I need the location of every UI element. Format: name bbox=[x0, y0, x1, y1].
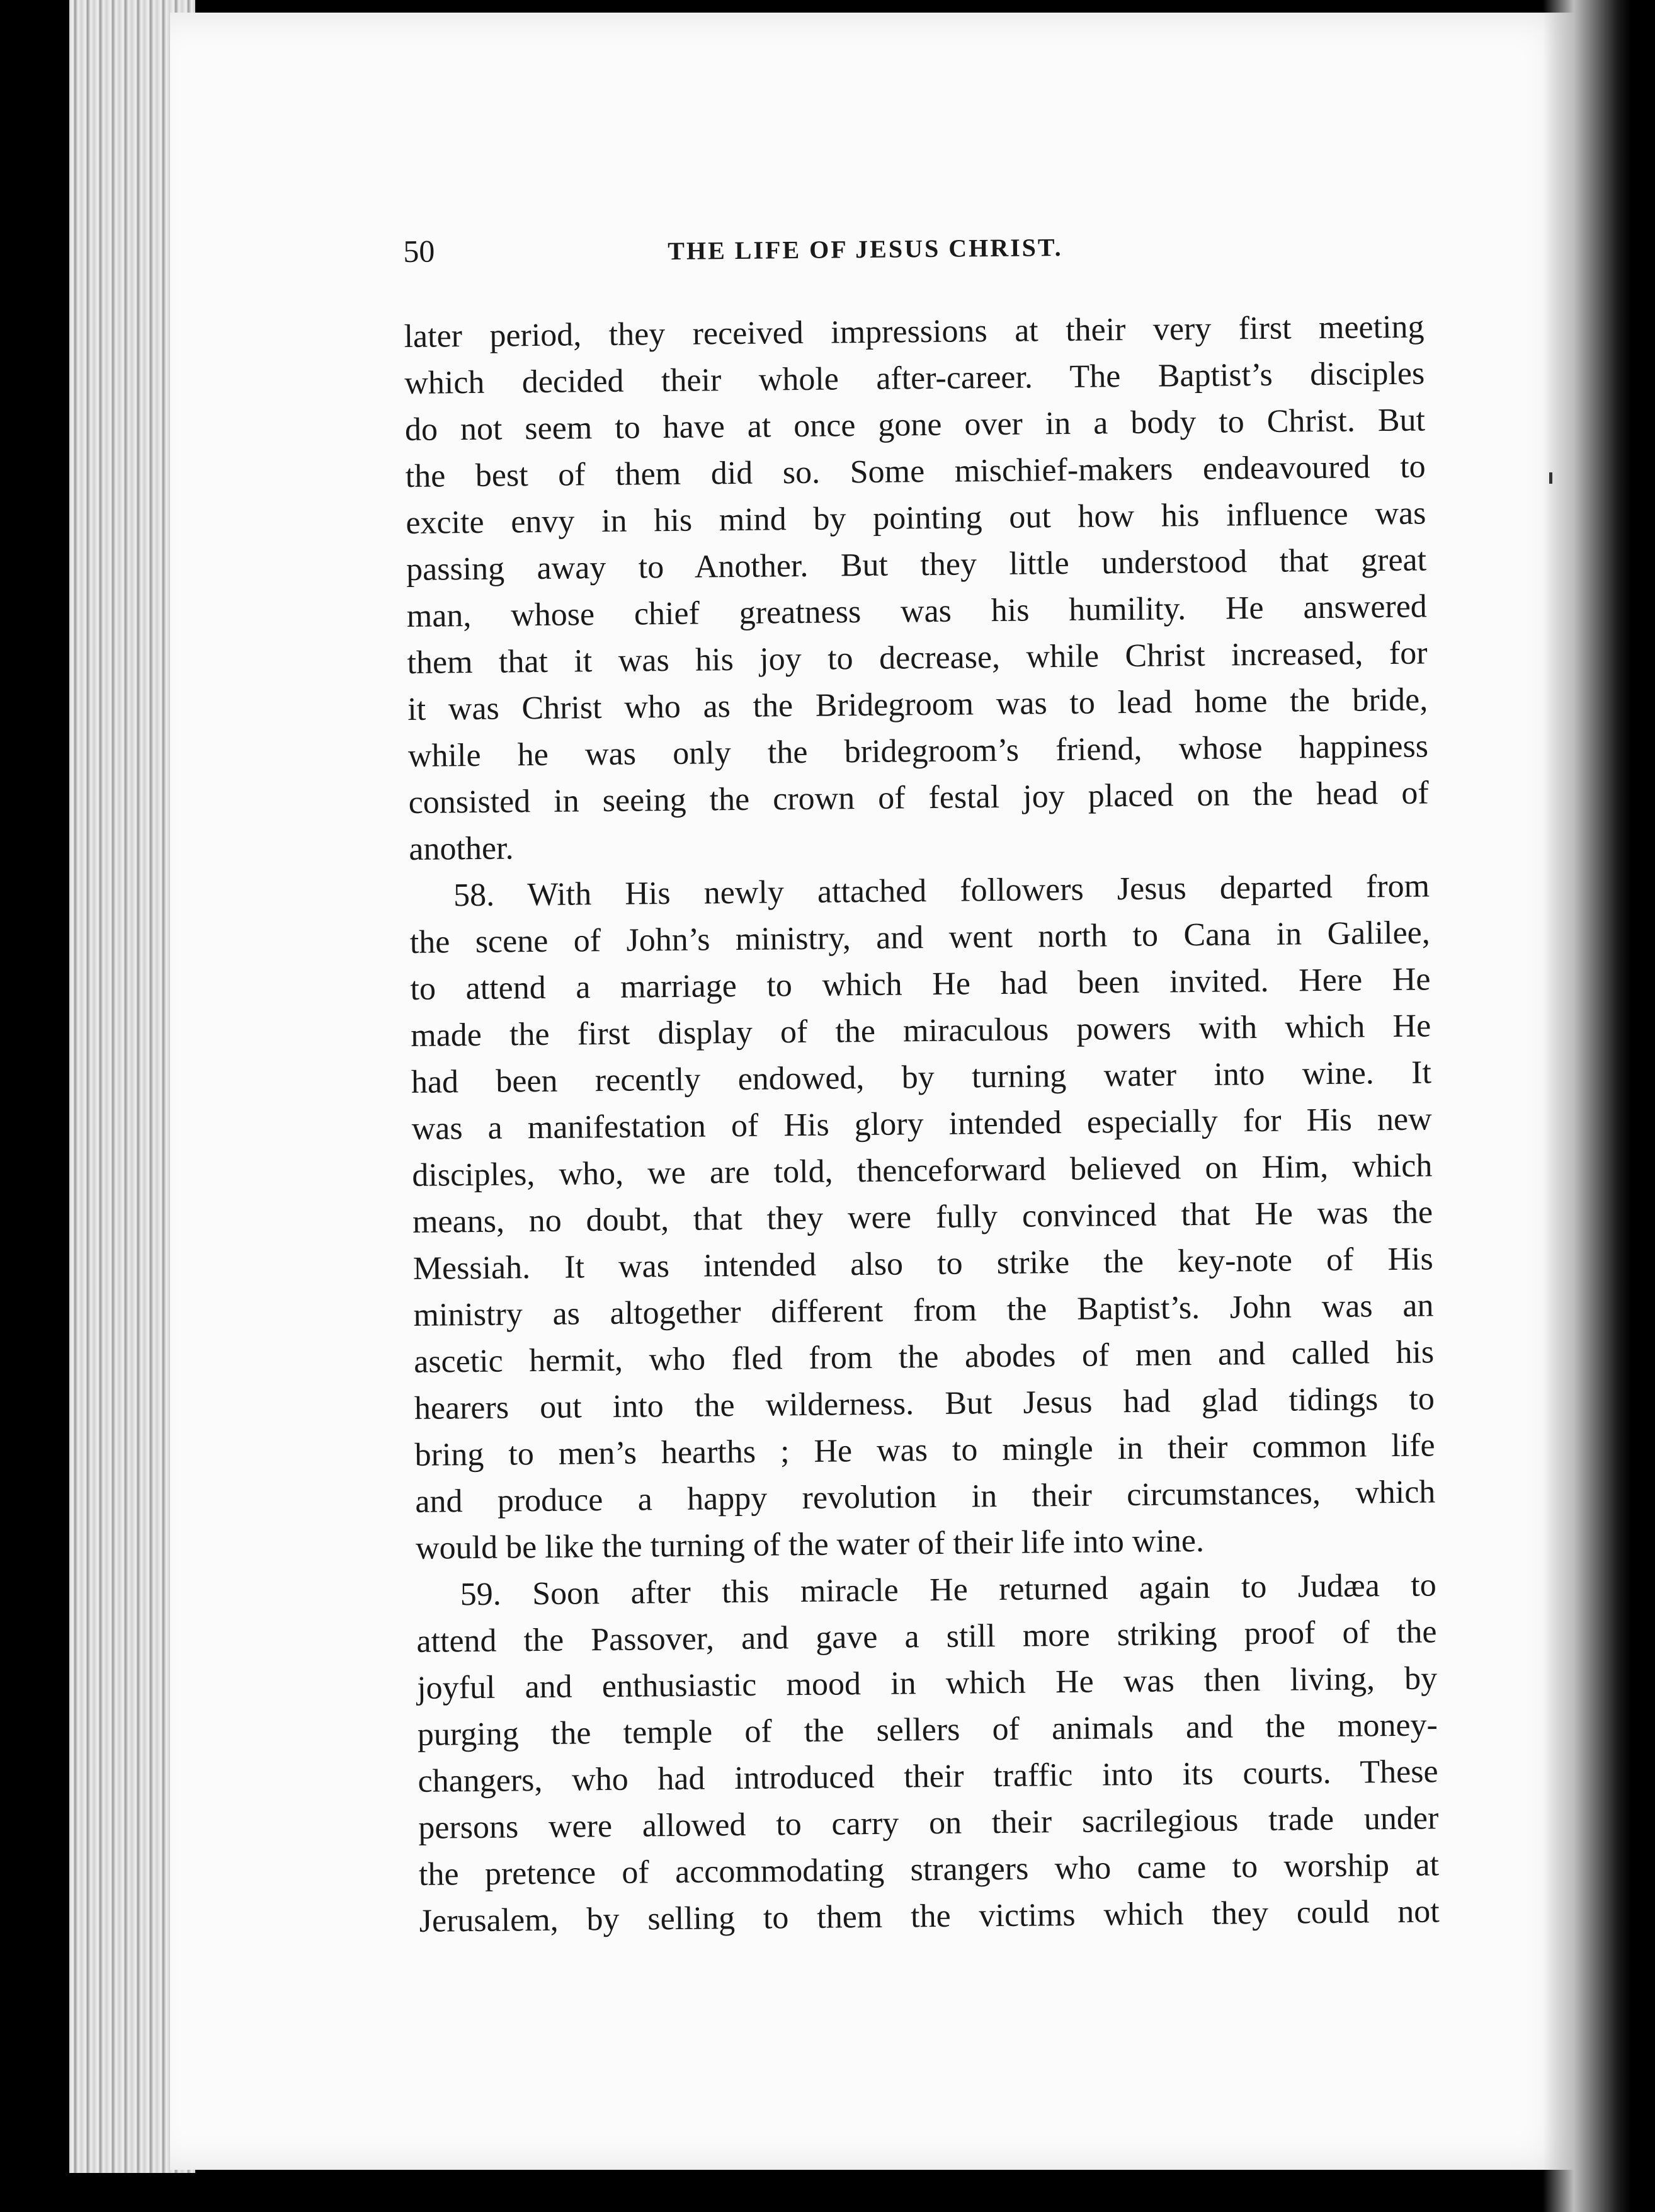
text-line: them that it was his joy to decrease, while Christ increased, for bbox=[407, 635, 1428, 681]
paragraph-58-start: 58. With His newly attached followers Jesus departed from bbox=[453, 868, 1430, 914]
text-line: it was Christ who as the Bridegroom was to lead home the bride, bbox=[407, 681, 1428, 727]
paragraph-59-start: 59. Soon after this miracle He returned again to Judæa to bbox=[460, 1567, 1436, 1613]
text-line: Jerusalem, by selling to them the victims which they could not bbox=[419, 1893, 1440, 1939]
binding-shadow bbox=[1543, 0, 1631, 2212]
text-line: bring to men’s hearths ; He was to mingle in their common life bbox=[414, 1427, 1435, 1473]
text-line: hearers out into the wilderness. But Jesus had glad tidings to bbox=[414, 1381, 1435, 1427]
text-line: to attend a marriage to which He had been invited. Here He bbox=[410, 961, 1431, 1007]
text-line: joyful and enthusiastic mood in which He was then living, by bbox=[416, 1660, 1438, 1706]
text-block bbox=[403, 223, 1440, 1944]
text-line: which decided their whole after-career. The Baptist’s disciples bbox=[404, 355, 1425, 401]
text-line: disciples, who, we are told, thenceforward believed on Him, which bbox=[412, 1148, 1433, 1194]
page-header bbox=[403, 223, 1424, 290]
text-line: ascetic hermit, who fled from the abodes of men and called his bbox=[413, 1334, 1435, 1380]
scan-speck bbox=[1549, 472, 1552, 484]
text-line: would be like the turning of the water of their life into wine. bbox=[415, 1522, 1205, 1566]
text-line: the scene of John’s ministry, and went north to Cana in Galilee, bbox=[409, 915, 1431, 961]
page-number: 50 bbox=[403, 233, 435, 269]
text-line: had been recently endowed, by turning water into wine. It bbox=[411, 1054, 1432, 1100]
text-line: was a manifestation of His glory intended especially for His new bbox=[411, 1101, 1432, 1147]
text-line: made the first display of the miraculous powers with which He bbox=[410, 1008, 1431, 1054]
text-line: later period, they received impressions at their very first meeting bbox=[404, 309, 1425, 355]
text-line: while he was only the bridegroom’s friend, whose happiness bbox=[407, 728, 1429, 774]
text-line: do not seem to have at once gone over in a body to Christ. But bbox=[404, 402, 1426, 448]
text-line: ministry as altogether different from the Baptist’s. John was an bbox=[413, 1287, 1434, 1333]
running-title: THE LIFE OF JESUS CHRIST. bbox=[668, 232, 1063, 265]
text-line: and produce a happy revolution in their circumstances, which bbox=[415, 1474, 1436, 1520]
text-line: excite envy in his mind by pointing out how his influence was bbox=[406, 495, 1426, 541]
text-line: changers, who had introduced their traffic into its courts. These bbox=[418, 1753, 1438, 1799]
text-line: man, whose chief greatness was his humility. He answered bbox=[406, 588, 1428, 634]
text-line: means, no doubt, that they were fully convinced that He was the bbox=[412, 1194, 1433, 1240]
text-line: purging the temple of the sellers of animals and the money- bbox=[417, 1707, 1438, 1753]
text-line: Messiah. It was intended also to strike the key-note of His bbox=[412, 1241, 1433, 1287]
text-line: passing away to Another. But they little understood that great bbox=[406, 542, 1427, 588]
text-line: another. bbox=[409, 830, 514, 867]
text-line: the pretence of accommodating strangers who came to worship at bbox=[418, 1847, 1440, 1893]
text-line: the best of them did so. Some mischief-makers endeavoured to bbox=[405, 448, 1426, 494]
text-line: consisted in seeing the crown of festal joy placed on the head of bbox=[408, 775, 1429, 821]
text-line: persons were allowed to carry on their sacrilegious trade under bbox=[418, 1800, 1439, 1846]
text-line: attend the Passover, and gave a still more striking proof of the bbox=[416, 1614, 1437, 1660]
